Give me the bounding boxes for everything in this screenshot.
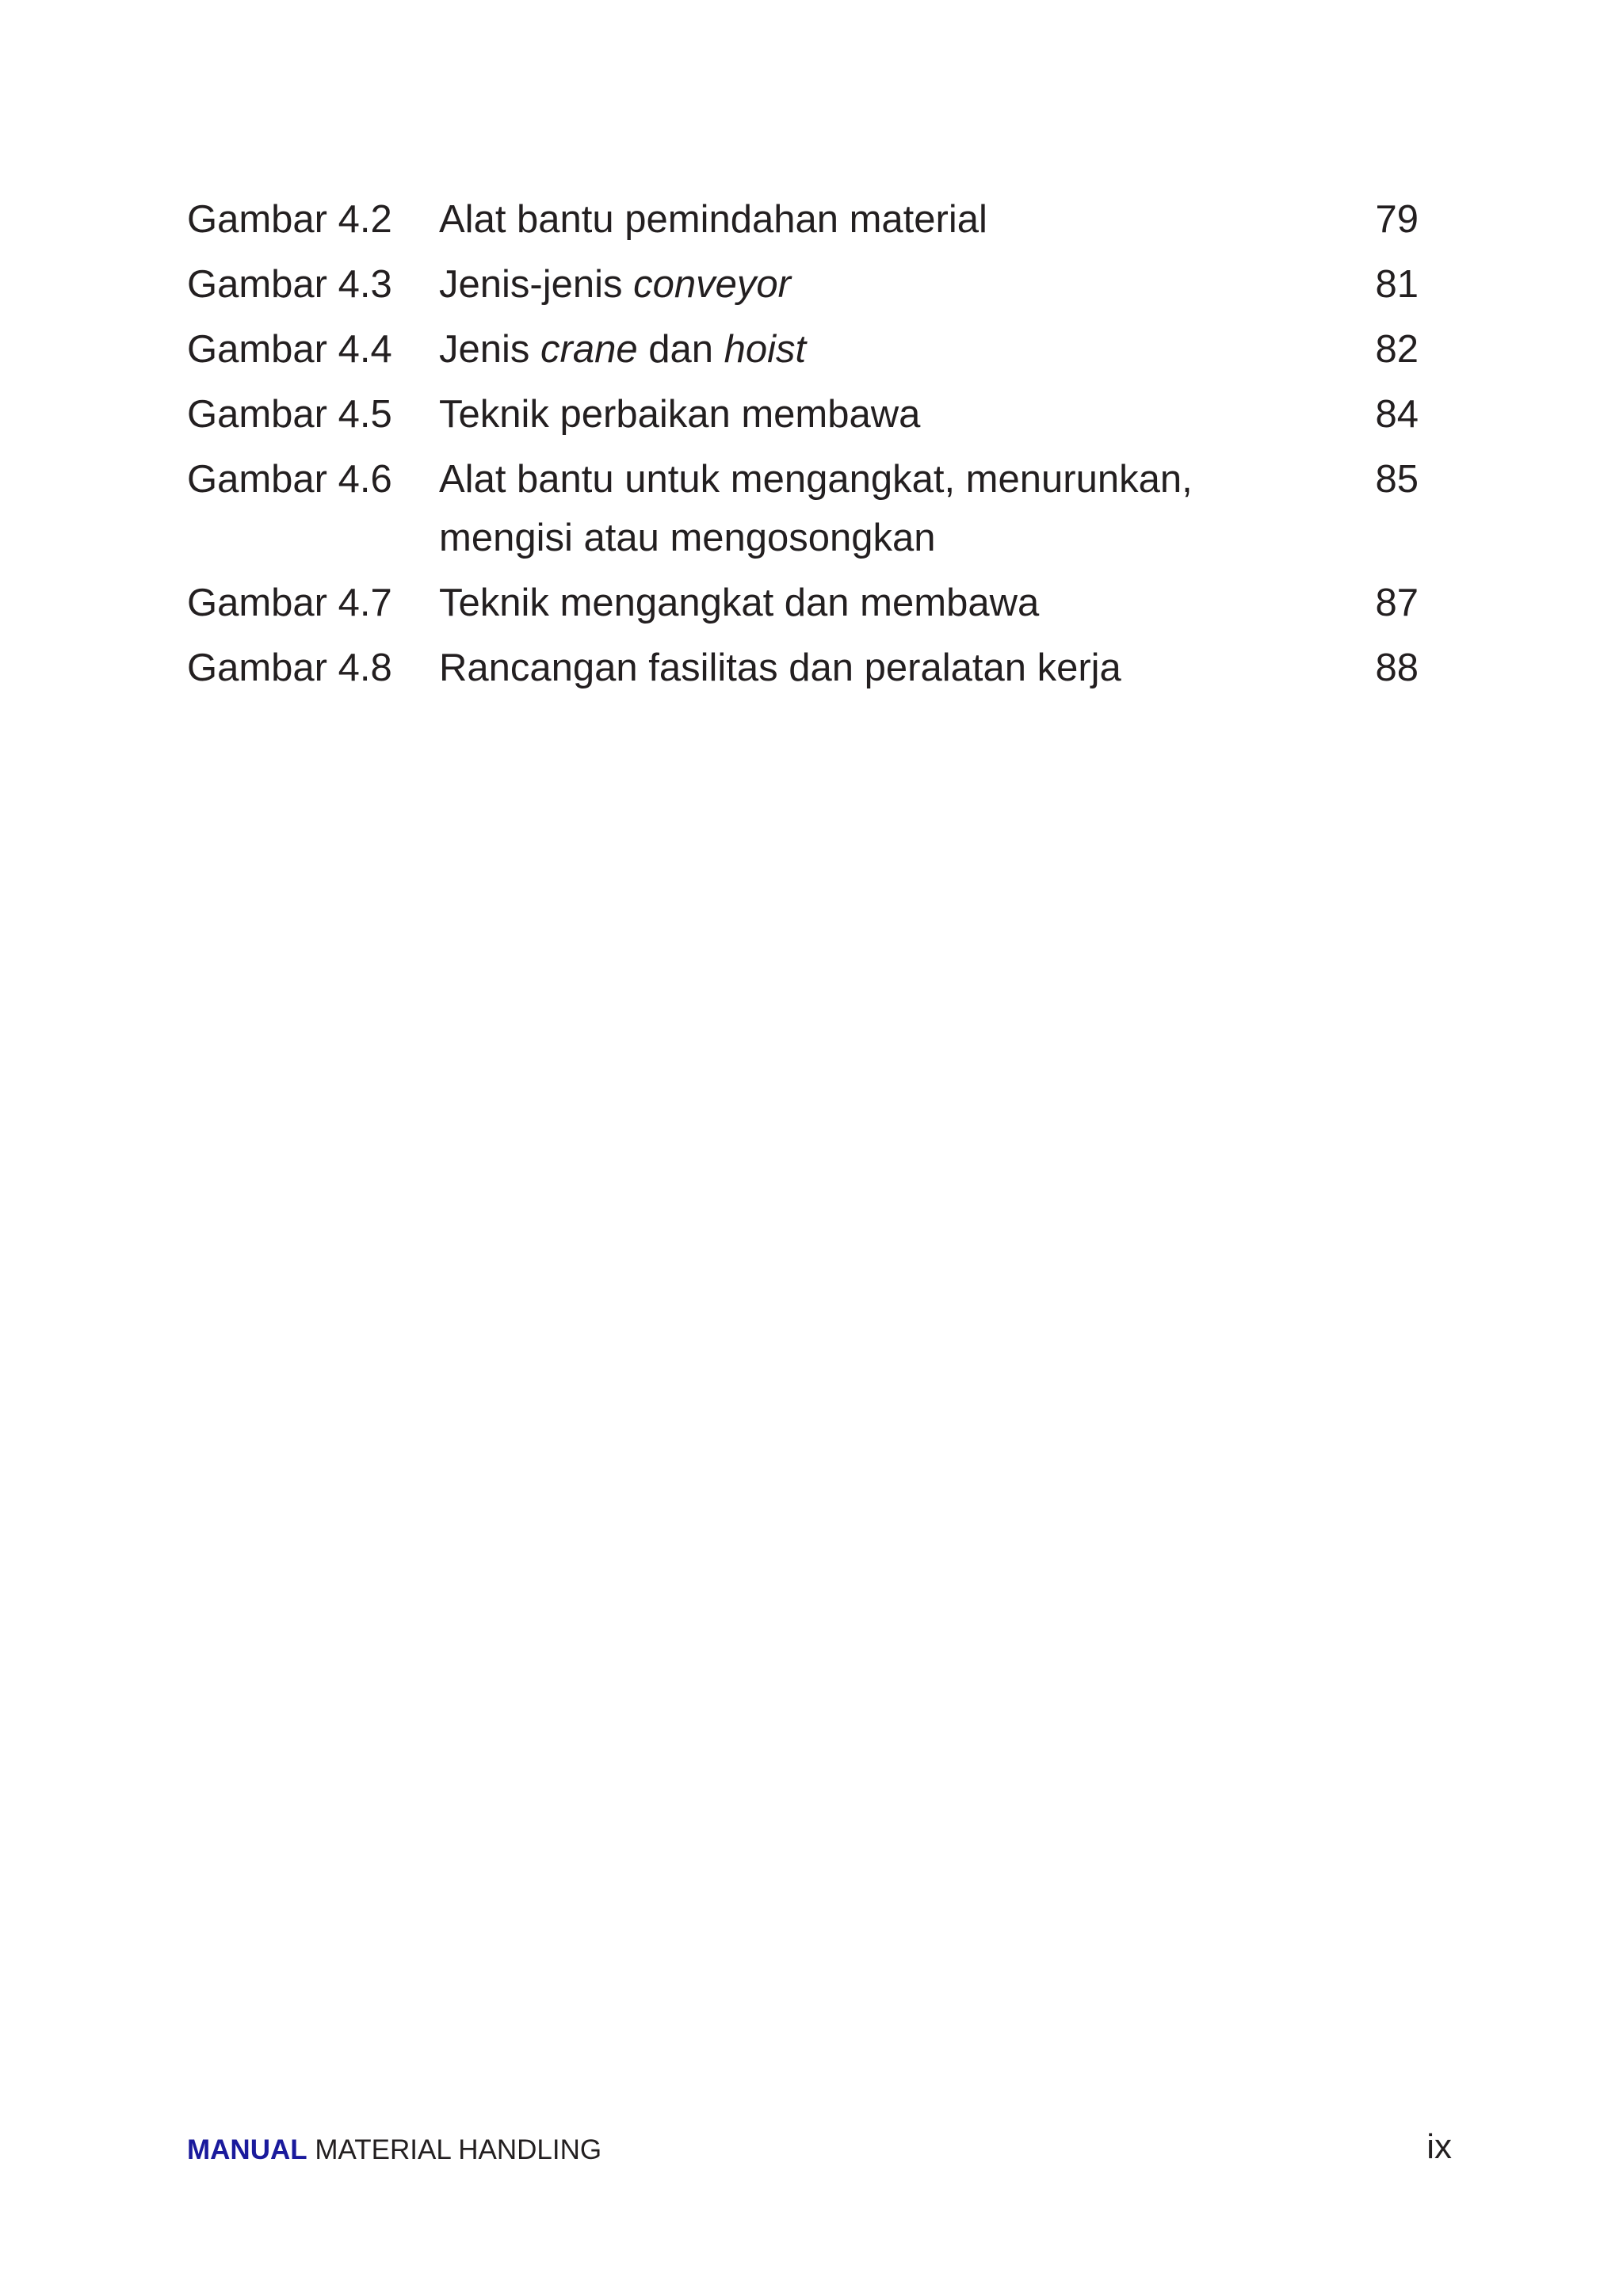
figure-title-italic: crane	[540, 328, 638, 371]
footer-brand: MANUAL	[187, 2134, 307, 2165]
figure-label: Gambar 4.8	[187, 646, 392, 689]
toc-entry[interactable]	[187, 255, 1423, 314]
footer-subtitle: MATERIAL HANDLING	[307, 2134, 602, 2165]
figure-page-number: 79	[1375, 198, 1419, 241]
figure-page-number: 85	[1375, 458, 1419, 501]
toc-entry[interactable]	[187, 450, 1423, 567]
figure-title-italic: conveyor	[633, 263, 791, 306]
figure-label: Gambar 4.4	[187, 328, 392, 371]
figure-label: Gambar 4.2	[187, 198, 392, 241]
figure-label: Gambar 4.6	[187, 458, 392, 501]
figure-title-text: Jenis-jenis	[439, 263, 634, 306]
figure-title-text: dan	[637, 328, 724, 371]
figure-title-italic: hoist	[724, 328, 807, 371]
page-number: ix	[1426, 2127, 1452, 2166]
toc-entry[interactable]	[187, 639, 1423, 697]
figure-page-number: 87	[1375, 582, 1419, 624]
figure-title	[439, 574, 1342, 632]
figure-title-line: Alat bantu untuk mengangkat, menurunkan,	[439, 458, 1193, 501]
figure-page-number: 88	[1375, 646, 1419, 689]
figure-label: Gambar 4.7	[187, 582, 392, 624]
figure-title-text: Teknik perbaikan membawa	[439, 393, 921, 436]
figure-page-number: 82	[1375, 328, 1419, 371]
figure-title-text: Jenis	[439, 328, 541, 371]
toc-entry[interactable]	[187, 190, 1423, 249]
figure-title-line: mengisi atau mengosongkan	[439, 517, 936, 559]
figure-title	[439, 190, 1342, 249]
toc-entry[interactable]	[187, 385, 1423, 444]
figure-title	[439, 385, 1342, 444]
toc-entry[interactable]	[187, 574, 1423, 632]
figure-label: Gambar 4.3	[187, 263, 392, 306]
figure-page-number: 81	[1375, 263, 1419, 306]
figure-title	[439, 450, 1342, 567]
toc-entry[interactable]	[187, 320, 1423, 379]
figure-title-text: Teknik mengangkat dan membawa	[439, 582, 1040, 624]
figure-title-text: Alat bantu pemindahan material	[439, 198, 987, 241]
figure-page-number: 84	[1375, 393, 1419, 436]
figure-title	[439, 255, 1342, 314]
figure-label: Gambar 4.5	[187, 393, 392, 436]
figure-title-text: Rancangan fasilitas dan peralatan kerja	[439, 646, 1121, 689]
list-of-figures	[187, 190, 1423, 704]
figure-title	[439, 639, 1342, 697]
running-footer	[187, 2133, 601, 2168]
figure-title	[439, 320, 1342, 379]
